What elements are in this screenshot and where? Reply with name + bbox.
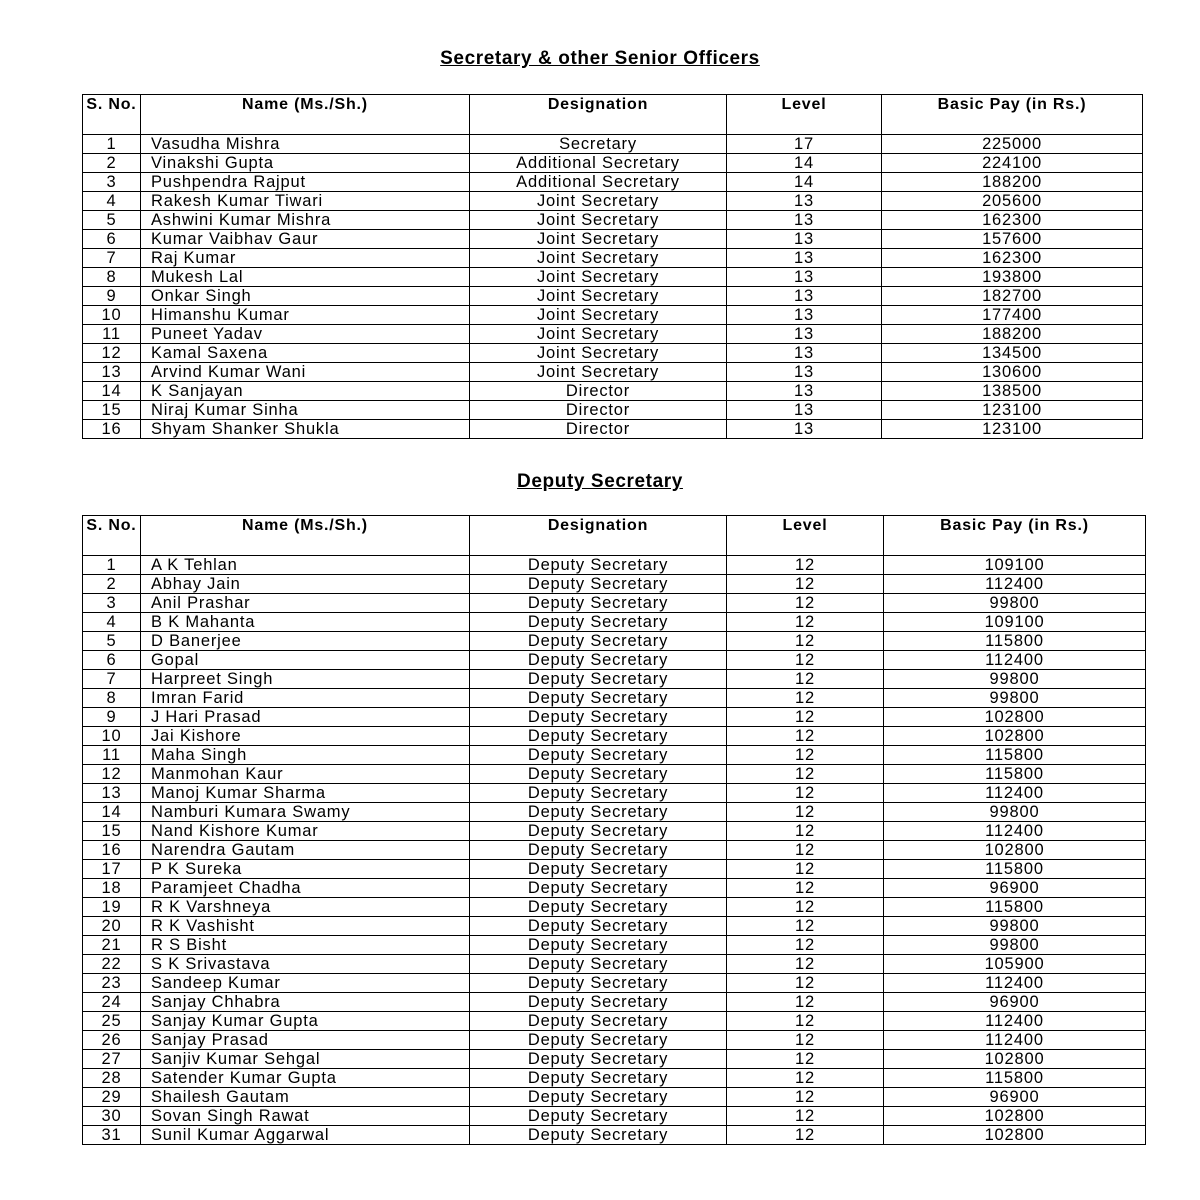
cell-name: Jai Kishore: [141, 727, 470, 746]
cell-designation: Deputy Secretary: [470, 784, 727, 803]
cell-designation: Deputy Secretary: [470, 594, 727, 613]
table-row: [83, 784, 1146, 803]
cell-name: Imran Farid: [141, 689, 470, 708]
table-row: [83, 746, 1146, 765]
cell-sno: 15: [83, 822, 141, 841]
cell-sno: 10: [83, 727, 141, 746]
cell-name: S K Srivastava: [141, 955, 470, 974]
cell-designation: Deputy Secretary: [470, 993, 727, 1012]
cell-designation: Deputy Secretary: [470, 841, 727, 860]
table-row: [83, 382, 1143, 401]
cell-sno: 19: [83, 898, 141, 917]
cell-basic-pay: 188200: [882, 325, 1143, 344]
cell-designation: Deputy Secretary: [470, 613, 727, 632]
cell-sno: 13: [83, 363, 141, 382]
column-header-name: Name (Ms./Sh.): [141, 516, 470, 556]
table-row: [83, 727, 1146, 746]
cell-name: Shailesh Gautam: [141, 1088, 470, 1107]
cell-name: Kumar Vaibhav Gaur: [141, 230, 470, 249]
cell-designation: Joint Secretary: [470, 230, 727, 249]
cell-designation: Deputy Secretary: [470, 1069, 727, 1088]
cell-name: Abhay Jain: [141, 575, 470, 594]
cell-name: Shyam Shanker Shukla: [141, 420, 470, 439]
cell-basic-pay: 112400: [884, 974, 1146, 993]
cell-basic-pay: 115800: [884, 860, 1146, 879]
table-row: [83, 803, 1146, 822]
cell-name: Sanjay Kumar Gupta: [141, 1012, 470, 1031]
cell-level: 12: [727, 746, 884, 765]
cell-sno: 5: [83, 211, 141, 230]
cell-designation: Deputy Secretary: [470, 1088, 727, 1107]
cell-basic-pay: 102800: [884, 1126, 1146, 1145]
cell-basic-pay: 225000: [882, 135, 1143, 154]
cell-designation: Deputy Secretary: [470, 1126, 727, 1145]
table-row: [83, 689, 1146, 708]
cell-designation: Deputy Secretary: [470, 1050, 727, 1069]
cell-sno: 18: [83, 879, 141, 898]
cell-designation: Joint Secretary: [470, 287, 727, 306]
cell-basic-pay: 99800: [884, 689, 1146, 708]
cell-basic-pay: 96900: [884, 993, 1146, 1012]
cell-level: 12: [727, 556, 884, 575]
table-row: [83, 154, 1143, 173]
cell-basic-pay: 112400: [884, 822, 1146, 841]
cell-designation: Joint Secretary: [470, 363, 727, 382]
cell-level: 12: [727, 860, 884, 879]
cell-sno: 8: [83, 689, 141, 708]
cell-name: Pushpendra Rajput: [141, 173, 470, 192]
cell-sno: 2: [83, 575, 141, 594]
cell-basic-pay: 224100: [882, 154, 1143, 173]
cell-level: 12: [727, 727, 884, 746]
cell-level: 13: [727, 363, 882, 382]
cell-designation: Director: [470, 401, 727, 420]
cell-level: 13: [727, 401, 882, 420]
cell-designation: Deputy Secretary: [470, 860, 727, 879]
cell-designation: Secretary: [470, 135, 727, 154]
cell-basic-pay: 102800: [884, 1050, 1146, 1069]
cell-basic-pay: 115800: [884, 746, 1146, 765]
table-row: [83, 594, 1146, 613]
cell-name: Rakesh Kumar Tiwari: [141, 192, 470, 211]
cell-sno: 4: [83, 192, 141, 211]
cell-designation: Joint Secretary: [470, 249, 727, 268]
cell-basic-pay: 102800: [884, 841, 1146, 860]
cell-level: 12: [727, 1050, 884, 1069]
cell-designation: Deputy Secretary: [470, 974, 727, 993]
table-row: [83, 860, 1146, 879]
cell-designation: Deputy Secretary: [470, 1012, 727, 1031]
cell-designation: Deputy Secretary: [470, 689, 727, 708]
cell-name: R S Bisht: [141, 936, 470, 955]
cell-basic-pay: 96900: [884, 879, 1146, 898]
cell-level: 13: [727, 192, 882, 211]
cell-level: 12: [727, 765, 884, 784]
cell-name: Nand Kishore Kumar: [141, 822, 470, 841]
cell-level: 12: [727, 822, 884, 841]
cell-designation: Deputy Secretary: [470, 765, 727, 784]
cell-basic-pay: 105900: [884, 955, 1146, 974]
cell-sno: 3: [83, 594, 141, 613]
table-row: [83, 1069, 1146, 1088]
cell-name: Namburi Kumara Swamy: [141, 803, 470, 822]
cell-basic-pay: 115800: [884, 1069, 1146, 1088]
cell-designation: Joint Secretary: [470, 306, 727, 325]
cell-basic-pay: 138500: [882, 382, 1143, 401]
cell-sno: 3: [83, 173, 141, 192]
table-header-row: [83, 516, 1146, 556]
cell-sno: 24: [83, 993, 141, 1012]
cell-designation: Deputy Secretary: [470, 575, 727, 594]
cell-name: Maha Singh: [141, 746, 470, 765]
cell-sno: 27: [83, 1050, 141, 1069]
cell-name: Sandeep Kumar: [141, 974, 470, 993]
cell-level: 12: [727, 974, 884, 993]
table-row: [83, 1050, 1146, 1069]
cell-sno: 14: [83, 803, 141, 822]
cell-sno: 23: [83, 974, 141, 993]
cell-basic-pay: 123100: [882, 401, 1143, 420]
cell-level: 12: [727, 1031, 884, 1050]
cell-level: 13: [727, 325, 882, 344]
cell-level: 12: [727, 1126, 884, 1145]
table-row: [83, 401, 1143, 420]
cell-designation: Joint Secretary: [470, 268, 727, 287]
cell-name: Paramjeet Chadha: [141, 879, 470, 898]
cell-name: A K Tehlan: [141, 556, 470, 575]
cell-sno: 26: [83, 1031, 141, 1050]
table-row: [83, 651, 1146, 670]
cell-designation: Deputy Secretary: [470, 1107, 727, 1126]
cell-sno: 17: [83, 860, 141, 879]
cell-name: Manoj Kumar Sharma: [141, 784, 470, 803]
cell-basic-pay: 162300: [882, 211, 1143, 230]
cell-sno: 6: [83, 651, 141, 670]
column-header-basic-pay: Basic Pay (in Rs.): [882, 95, 1143, 135]
cell-basic-pay: 112400: [884, 784, 1146, 803]
cell-designation: Director: [470, 420, 727, 439]
cell-level: 13: [727, 306, 882, 325]
table-row: [83, 879, 1146, 898]
cell-level: 13: [727, 287, 882, 306]
table-row: [83, 993, 1146, 1012]
table-row: [83, 1088, 1146, 1107]
cell-level: 12: [727, 594, 884, 613]
cell-sno: 8: [83, 268, 141, 287]
cell-sno: 15: [83, 401, 141, 420]
table-header-row: [83, 95, 1143, 135]
cell-designation: Deputy Secretary: [470, 556, 727, 575]
cell-basic-pay: 177400: [882, 306, 1143, 325]
cell-designation: Deputy Secretary: [470, 708, 727, 727]
cell-sno: 9: [83, 708, 141, 727]
cell-level: 13: [727, 249, 882, 268]
cell-designation: Joint Secretary: [470, 325, 727, 344]
table-row: [83, 192, 1143, 211]
cell-designation: Deputy Secretary: [470, 632, 727, 651]
cell-designation: Deputy Secretary: [470, 917, 727, 936]
cell-name: R K Vashisht: [141, 917, 470, 936]
cell-basic-pay: 157600: [882, 230, 1143, 249]
cell-sno: 9: [83, 287, 141, 306]
cell-name: K Sanjayan: [141, 382, 470, 401]
cell-designation: Additional Secretary: [470, 173, 727, 192]
cell-basic-pay: 134500: [882, 344, 1143, 363]
cell-level: 17: [727, 135, 882, 154]
table-row: [83, 1107, 1146, 1126]
cell-sno: 16: [83, 841, 141, 860]
cell-designation: Deputy Secretary: [470, 955, 727, 974]
table-row: [83, 287, 1143, 306]
cell-basic-pay: 115800: [884, 765, 1146, 784]
cell-designation: Deputy Secretary: [470, 670, 727, 689]
cell-name: Narendra Gautam: [141, 841, 470, 860]
cell-name: Sanjiv Kumar Sehgal: [141, 1050, 470, 1069]
cell-designation: Deputy Secretary: [470, 936, 727, 955]
cell-level: 14: [727, 173, 882, 192]
cell-level: 13: [727, 211, 882, 230]
cell-designation: Deputy Secretary: [470, 879, 727, 898]
cell-designation: Deputy Secretary: [470, 746, 727, 765]
table-row: [83, 898, 1146, 917]
cell-level: 13: [727, 268, 882, 287]
table-row: [83, 268, 1143, 287]
cell-basic-pay: 99800: [884, 594, 1146, 613]
cell-sno: 28: [83, 1069, 141, 1088]
cell-basic-pay: 130600: [882, 363, 1143, 382]
cell-designation: Joint Secretary: [470, 211, 727, 230]
cell-level: 13: [727, 382, 882, 401]
cell-sno: 12: [83, 765, 141, 784]
table-row: [83, 613, 1146, 632]
cell-sno: 1: [83, 556, 141, 575]
cell-name: Onkar Singh: [141, 287, 470, 306]
cell-name: Sunil Kumar Aggarwal: [141, 1126, 470, 1145]
cell-level: 13: [727, 230, 882, 249]
cell-sno: 20: [83, 917, 141, 936]
cell-basic-pay: 115800: [884, 898, 1146, 917]
cell-sno: 29: [83, 1088, 141, 1107]
cell-sno: 6: [83, 230, 141, 249]
table-row: [83, 575, 1146, 594]
cell-level: 12: [727, 651, 884, 670]
cell-designation: Deputy Secretary: [470, 1031, 727, 1050]
cell-sno: 22: [83, 955, 141, 974]
cell-basic-pay: 99800: [884, 670, 1146, 689]
cell-sno: 13: [83, 784, 141, 803]
column-header-sno: S. No.: [83, 516, 141, 556]
cell-basic-pay: 102800: [884, 708, 1146, 727]
cell-name: Arvind Kumar Wani: [141, 363, 470, 382]
cell-name: Niraj Kumar Sinha: [141, 401, 470, 420]
table-row: [83, 841, 1146, 860]
table-row: [83, 765, 1146, 784]
cell-sno: 31: [83, 1126, 141, 1145]
cell-sno: 14: [83, 382, 141, 401]
cell-level: 12: [727, 1088, 884, 1107]
cell-name: Gopal: [141, 651, 470, 670]
table-row: [83, 344, 1143, 363]
table-row: [83, 135, 1143, 154]
cell-name: Mukesh Lal: [141, 268, 470, 287]
cell-level: 12: [727, 917, 884, 936]
cell-sno: 7: [83, 249, 141, 268]
cell-designation: Director: [470, 382, 727, 401]
cell-designation: Joint Secretary: [470, 192, 727, 211]
table-row: [83, 306, 1143, 325]
cell-level: 12: [727, 803, 884, 822]
table-row: [83, 363, 1143, 382]
cell-basic-pay: 182700: [882, 287, 1143, 306]
cell-name: Sanjay Prasad: [141, 1031, 470, 1050]
table-row: [83, 955, 1146, 974]
cell-level: 12: [727, 575, 884, 594]
cell-designation: Deputy Secretary: [470, 898, 727, 917]
cell-basic-pay: 123100: [882, 420, 1143, 439]
cell-basic-pay: 193800: [882, 268, 1143, 287]
cell-sno: 21: [83, 936, 141, 955]
cell-level: 12: [727, 1107, 884, 1126]
cell-level: 13: [727, 420, 882, 439]
cell-designation: Additional Secretary: [470, 154, 727, 173]
table-row: [83, 556, 1146, 575]
column-header-basic-pay: Basic Pay (in Rs.): [884, 516, 1146, 556]
column-header-level: Level: [727, 516, 884, 556]
cell-sno: 12: [83, 344, 141, 363]
table-row: [83, 822, 1146, 841]
cell-basic-pay: 205600: [882, 192, 1143, 211]
cell-level: 12: [727, 708, 884, 727]
table-row: [83, 249, 1143, 268]
cell-level: 12: [727, 1012, 884, 1031]
cell-name: Puneet Yadav: [141, 325, 470, 344]
cell-basic-pay: 102800: [884, 1107, 1146, 1126]
cell-level: 12: [727, 993, 884, 1012]
cell-name: Vasudha Mishra: [141, 135, 470, 154]
cell-designation: Deputy Secretary: [470, 727, 727, 746]
cell-name: Kamal Saxena: [141, 344, 470, 363]
table-row: [83, 708, 1146, 727]
column-header-name: Name (Ms./Sh.): [141, 95, 470, 135]
cell-designation: Joint Secretary: [470, 344, 727, 363]
cell-level: 13: [727, 344, 882, 363]
table-row: [83, 230, 1143, 249]
cell-level: 12: [727, 841, 884, 860]
cell-sno: 2: [83, 154, 141, 173]
cell-name: Anil Prashar: [141, 594, 470, 613]
cell-name: Vinakshi Gupta: [141, 154, 470, 173]
cell-level: 14: [727, 154, 882, 173]
cell-basic-pay: 112400: [884, 1012, 1146, 1031]
table-row: [83, 173, 1143, 192]
cell-level: 12: [727, 670, 884, 689]
table-row: [83, 670, 1146, 689]
cell-basic-pay: 112400: [884, 1031, 1146, 1050]
cell-sno: 10: [83, 306, 141, 325]
cell-designation: Deputy Secretary: [470, 651, 727, 670]
cell-sno: 11: [83, 746, 141, 765]
table-row: [83, 420, 1143, 439]
cell-level: 12: [727, 632, 884, 651]
cell-name: Sovan Singh Rawat: [141, 1107, 470, 1126]
cell-basic-pay: 162300: [882, 249, 1143, 268]
cell-designation: Deputy Secretary: [470, 803, 727, 822]
column-header-sno: S. No.: [83, 95, 141, 135]
cell-basic-pay: 109100: [884, 556, 1146, 575]
cell-level: 12: [727, 955, 884, 974]
cell-basic-pay: 188200: [882, 173, 1143, 192]
cell-name: Manmohan Kaur: [141, 765, 470, 784]
section-title-senior-officers: Secretary & other Senior Officers: [440, 48, 760, 69]
cell-basic-pay: 112400: [884, 651, 1146, 670]
cell-sno: 4: [83, 613, 141, 632]
cell-level: 12: [727, 689, 884, 708]
table-row: [83, 1012, 1146, 1031]
table-row: [83, 917, 1146, 936]
cell-level: 12: [727, 879, 884, 898]
senior-officers-table: [82, 94, 1143, 439]
table-row: [83, 1031, 1146, 1050]
cell-name: Sanjay Chhabra: [141, 993, 470, 1012]
cell-level: 12: [727, 613, 884, 632]
table-row: [83, 211, 1143, 230]
cell-level: 12: [727, 1069, 884, 1088]
cell-level: 12: [727, 898, 884, 917]
cell-level: 12: [727, 784, 884, 803]
cell-name: D Banerjee: [141, 632, 470, 651]
cell-name: P K Sureka: [141, 860, 470, 879]
cell-sno: 16: [83, 420, 141, 439]
cell-basic-pay: 109100: [884, 613, 1146, 632]
cell-name: B K Mahanta: [141, 613, 470, 632]
cell-name: Satender Kumar Gupta: [141, 1069, 470, 1088]
cell-designation: Deputy Secretary: [470, 822, 727, 841]
cell-name: J Hari Prasad: [141, 708, 470, 727]
table-row: [83, 1126, 1146, 1145]
table-row: [83, 974, 1146, 993]
cell-basic-pay: 102800: [884, 727, 1146, 746]
cell-name: R K Varshneya: [141, 898, 470, 917]
cell-name: Raj Kumar: [141, 249, 470, 268]
cell-sno: 7: [83, 670, 141, 689]
table-row: [83, 632, 1146, 651]
cell-level: 12: [727, 936, 884, 955]
cell-basic-pay: 112400: [884, 575, 1146, 594]
cell-basic-pay: 99800: [884, 803, 1146, 822]
cell-name: Ashwini Kumar Mishra: [141, 211, 470, 230]
column-header-designation: Designation: [470, 516, 727, 556]
cell-sno: 30: [83, 1107, 141, 1126]
column-header-designation: Designation: [470, 95, 727, 135]
table-row: [83, 325, 1143, 344]
cell-name: Harpreet Singh: [141, 670, 470, 689]
cell-sno: 11: [83, 325, 141, 344]
cell-basic-pay: 99800: [884, 936, 1146, 955]
deputy-secretary-table: [82, 515, 1146, 1145]
cell-sno: 25: [83, 1012, 141, 1031]
cell-basic-pay: 99800: [884, 917, 1146, 936]
cell-basic-pay: 115800: [884, 632, 1146, 651]
cell-basic-pay: 96900: [884, 1088, 1146, 1107]
cell-name: Himanshu Kumar: [141, 306, 470, 325]
cell-sno: 5: [83, 632, 141, 651]
cell-sno: 1: [83, 135, 141, 154]
column-header-level: Level: [727, 95, 882, 135]
section-title-deputy-secretary: Deputy Secretary: [517, 471, 683, 492]
table-row: [83, 936, 1146, 955]
